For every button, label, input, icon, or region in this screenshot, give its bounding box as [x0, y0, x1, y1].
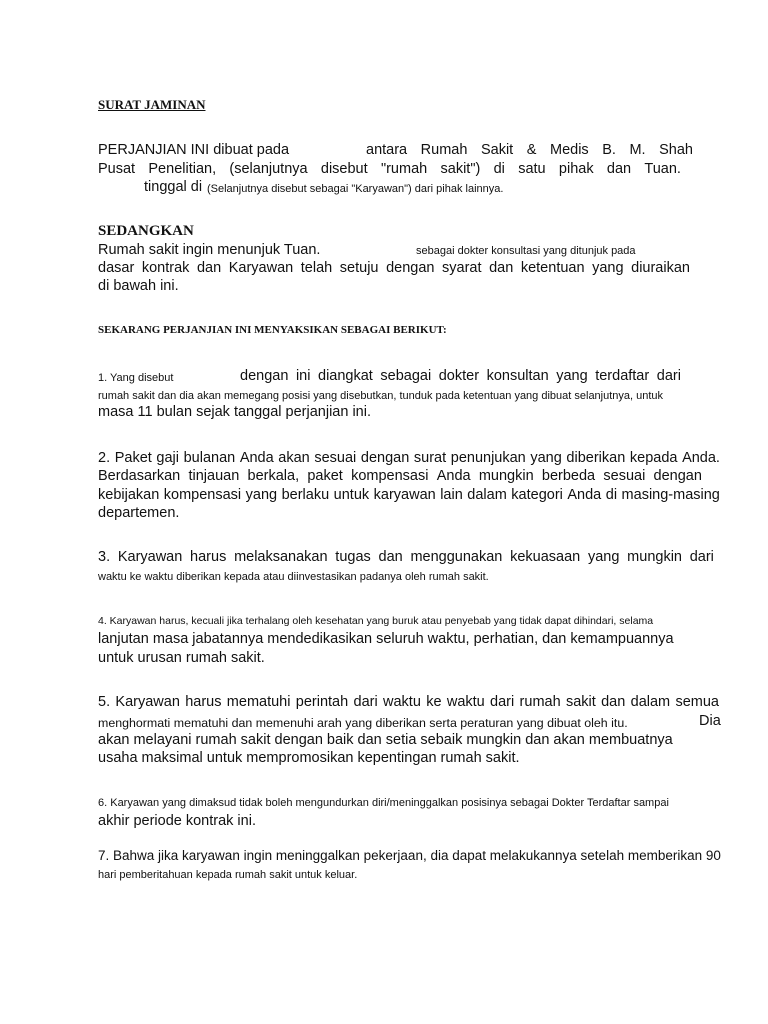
word: "rumah [380, 161, 428, 177]
clause5-line4: usaha maksimal untuk mempromosikan kepentingan rumah sakit. [98, 750, 520, 766]
word: di [605, 487, 618, 503]
clause1-line1-left: 1. Yang disebut [98, 372, 174, 384]
word: Anda. [682, 450, 720, 466]
clause5-line2-right: Dia [699, 713, 721, 729]
word: Anda [567, 487, 602, 503]
sedangkan-line2 [98, 259, 690, 277]
word: di [493, 161, 505, 177]
word: dokter [438, 368, 480, 384]
word: melaksanakan [234, 549, 328, 565]
word: Sakit [480, 142, 514, 158]
word: dalam [467, 487, 507, 503]
word: harus [190, 549, 227, 565]
word: Anda [436, 468, 471, 484]
clause4-line2: lanjutan masa jabatannya mendedikasikan seluruh waktu, perhatian, dan kemampuannya [98, 631, 674, 647]
word: waktu [446, 694, 485, 710]
word: dan [601, 694, 626, 710]
word: mungkin [627, 549, 682, 565]
clause1-line1-right [240, 367, 681, 385]
intro-line1-right [366, 141, 693, 159]
clause6-line1: 6. Karyawan yang dimaksud tidak boleh mengundurkan diri/meninggalkan posisinya sebagai Dokter Terdaftar sampai [98, 797, 669, 809]
word: untuk [333, 487, 370, 503]
word: dasar [98, 260, 135, 276]
word: disebut [320, 161, 368, 177]
intro-line3-a: tinggal di [144, 179, 203, 195]
word: mematuhi [226, 694, 291, 710]
word: menggunakan [410, 549, 503, 565]
intro-line1-left: PERJANJIAN INI dibuat pada [98, 142, 290, 158]
word: Karyawan [115, 694, 180, 710]
word: dan [196, 260, 222, 276]
clause4-line1: 4. Karyawan harus, kecuali jika terhalang oleh kesehatan yang buruk atau penyebab yang tidak dapat dihindari, selama [98, 615, 654, 627]
word: sebagai [380, 368, 432, 384]
clause7-line2: hari pemberitahuan kepada rumah sakit untuk keluar. [98, 869, 358, 881]
word: sakit [565, 694, 596, 710]
word: terdaftar [595, 368, 650, 384]
word: berlaku [281, 487, 330, 503]
word: dan [378, 549, 403, 565]
word: 2. [98, 450, 111, 466]
clause2-line1 [98, 449, 720, 467]
word: yang [592, 260, 624, 276]
clause2-line2 [98, 467, 702, 485]
word: kontrak [141, 260, 190, 276]
sedangkan-line1-left: Rumah sakit ingin menunjuk Tuan. [98, 242, 321, 258]
word: penunjukan [450, 450, 526, 466]
word: karyawan [373, 487, 436, 503]
word: Rumah [420, 142, 468, 158]
word: 3. [98, 549, 111, 565]
word: kebijakan [98, 487, 160, 503]
word: dari [656, 368, 681, 384]
word: berkala, [247, 468, 300, 484]
word: dari [490, 694, 515, 710]
document-title: SURAT JAMINAN [98, 97, 206, 112]
sedangkan-heading: SEDANGKAN [98, 223, 194, 239]
word: yang [556, 368, 588, 384]
word: setuju [339, 260, 379, 276]
word: satu [518, 161, 546, 177]
word: waktu [383, 694, 421, 710]
word: kategori [511, 487, 563, 503]
clause5-line1 [98, 693, 719, 711]
word: ini [295, 368, 311, 384]
word: konsultan [486, 368, 549, 384]
word: Medis [549, 142, 589, 158]
clause3-line1 [98, 548, 714, 566]
word: Karyawan [228, 260, 294, 276]
intro-line2 [98, 160, 681, 178]
word: kepada [629, 450, 678, 466]
word: kekuasaan [510, 549, 581, 565]
word: sakit") [440, 161, 481, 177]
word: diuraikan [631, 260, 690, 276]
word: antara [366, 142, 408, 158]
word: bulanan [183, 450, 236, 466]
clause1-line2: rumah sakit dan dia akan memegang posisi yang disebutkan, tunduk pada ketentuan yang dibuat selanjutnya, untuk [98, 390, 664, 402]
word: pihak [558, 161, 594, 177]
word: Tuan. [644, 161, 681, 177]
word: rumah [519, 694, 561, 710]
word: Karyawan [117, 549, 183, 565]
word: dan [489, 260, 514, 276]
word: semua [675, 694, 719, 710]
word: Anda [239, 450, 274, 466]
word: dalam [630, 694, 671, 710]
sedangkan-line3: di bawah ini. [98, 278, 179, 294]
word: kompensasi [351, 468, 429, 484]
clause5-line2-left: menghormati mematuhi dan memenuhi arah yang diberikan serta peraturan yang dibuat oleh itu. [98, 716, 628, 730]
word: akan [278, 450, 310, 466]
word: syarat [442, 260, 482, 276]
word: dari [353, 694, 378, 710]
word: B. [602, 142, 616, 158]
word: sesuai [314, 450, 357, 466]
word: lain [440, 487, 463, 503]
word: Shah [659, 142, 693, 158]
word: sesuai [603, 468, 646, 484]
word: (selanjutnya [229, 161, 308, 177]
word: 5. [98, 694, 111, 710]
word: dengan [240, 368, 289, 384]
clause3-line2: waktu ke waktu diberikan kepada atau diinvestasikan padanya oleh rumah sakit. [98, 571, 489, 583]
word: yang [530, 450, 562, 466]
clause6-line2: akhir periode kontrak ini. [98, 813, 256, 829]
word: diberikan [566, 450, 626, 466]
clause1-line3: masa 11 bulan sejak tanggal perjanjian ini. [98, 404, 371, 420]
word: berbeda [541, 468, 596, 484]
word: tinjauan [188, 468, 240, 484]
word: perintah [295, 694, 349, 710]
word: tugas [335, 549, 371, 565]
clause2-line3 [98, 486, 720, 504]
word: ke [426, 694, 442, 710]
word: yang [587, 549, 620, 565]
clause2-line4: departemen. [98, 505, 180, 521]
word: yang [245, 487, 278, 503]
word: ketentuan [520, 260, 585, 276]
word: kompensasi [163, 487, 242, 503]
intro-line3-b: (Selanjutnya disebut sebagai "Karyawan") dari pihak lainnya. [207, 183, 504, 195]
word: Penelitian, [148, 161, 217, 177]
word: dengan [386, 260, 435, 276]
word: dengan [653, 468, 702, 484]
word: Pusat [98, 161, 136, 177]
word: surat [413, 450, 447, 466]
word: gaji [156, 450, 179, 466]
word: Paket [114, 450, 152, 466]
word: diangkat [318, 368, 373, 384]
word: & [526, 142, 537, 158]
clause4-line3: untuk urusan rumah sakit. [98, 650, 265, 666]
clause7-line1: 7. Bahwa jika karyawan ingin meninggalkan pekerjaan, dia dapat melakukannya setelah memberikan 90 [98, 848, 721, 863]
word: telah [300, 260, 333, 276]
word: Berdasarkan [98, 468, 181, 484]
word: dan [606, 161, 632, 177]
word: harus [185, 694, 222, 710]
word: mungkin [478, 468, 534, 484]
word: masing-masing [621, 487, 720, 503]
word: dengan [360, 450, 410, 466]
word: dari [689, 549, 714, 565]
sedangkan-line1-right: sebagai dokter konsultasi yang ditunjuk pada [416, 245, 636, 257]
word: M. [629, 142, 646, 158]
word: paket [307, 468, 343, 484]
witness-heading: SEKARANG PERJANJIAN INI MENYAKSIKAN SEBAGAI BERIKUT: [98, 324, 447, 336]
clause5-line3: akan melayani rumah sakit dengan baik dan setia sebaik mungkin dan akan membuatnya [98, 732, 673, 748]
